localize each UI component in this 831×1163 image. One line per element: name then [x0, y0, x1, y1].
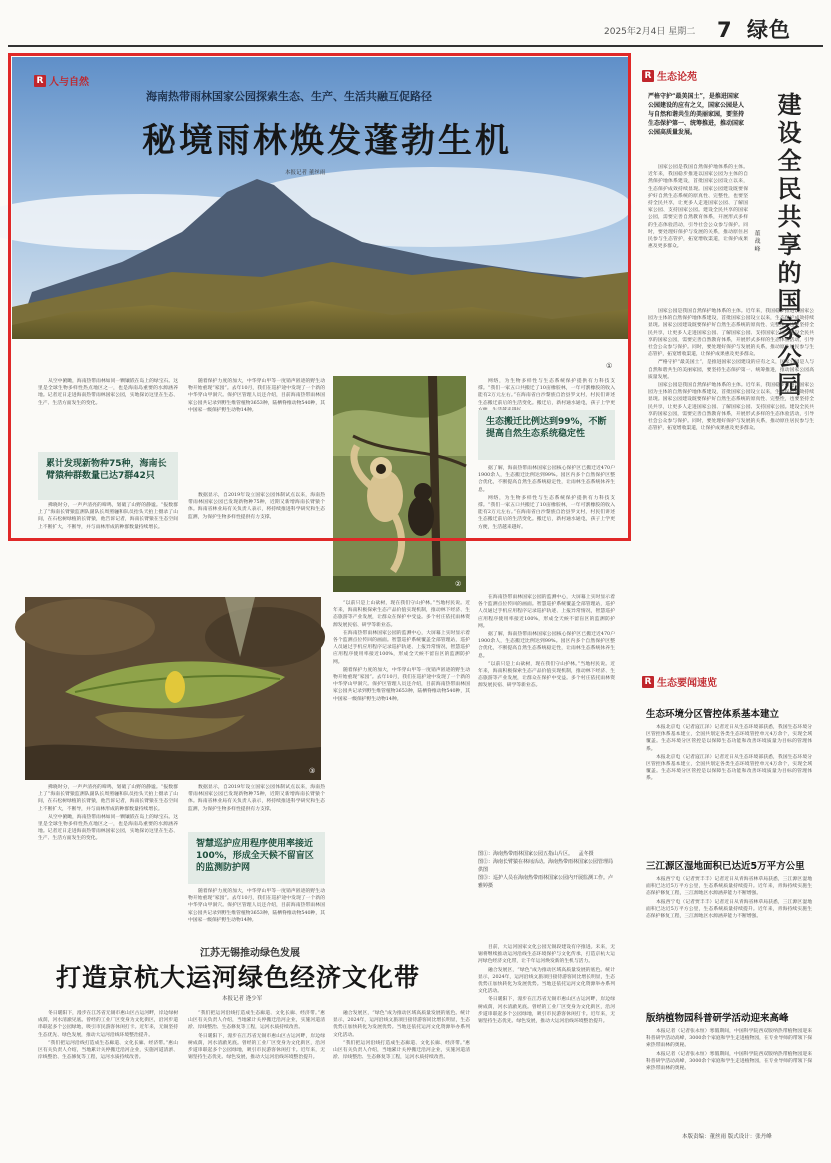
feature-subtitle: 海南热带雨林国家公园探索生态、生产、生活共融互促路径: [146, 90, 432, 103]
column-label-text: 生态要闻速览: [657, 678, 717, 689]
paragraph: 拂晓时分，一声声清亮的啼鸣，划破了山野的静谧。“报数群上了”海南长臂猿监测队副队长周照骊和队员抬头天拍上摄录了山间，在石松树绿植的长臂猿，他告诉记者，海南长臂猿在生态空间上不断扩大，不断导，并与雨林形成的种群数量持续增长。: [38, 785, 178, 812]
second-kicker: 江苏无锡推动绿色发展: [200, 948, 300, 959]
leaf-litter-image: [25, 597, 321, 780]
feature-title: 秘境雨林焕发蓬勃生机: [142, 121, 512, 161]
paragraph: “我们把运河沿线打造成生态廊道、文化长廊、经济带。”惠山区有关负责人介绍，当地累计关停搬迁沿河企业，实施河道清淤、岸线整治、生态修复等工程，运河水质持续改善。: [38, 1040, 178, 1061]
column-label-text: 生态论苑: [657, 72, 697, 83]
header-rule: [8, 45, 823, 47]
news-column-label: [642, 674, 717, 689]
paragraph: 冬日暖阳下，漫步在江苏省无锡市惠山区古运河畔，岸边绿树成荫，河水清澈见底。曾经的工业厂区变身为文化街区，沿河步道串联起多个公园绿地，吸引市民游客休闲打卡。近年来，无锡坚持生态优先、绿色发展，推动大运河沿线环境整治提升。: [188, 1033, 325, 1061]
paragraph: “以前只是上山砍树，现在我们守山护林。”当地村民说。近年来，海南积极探索生态产品价值实现机制，推动林下经济、生态旅游等产业发展，让群众在保护中受益。多个村庄依托雨林资源发展民宿、研学等新业态。: [478, 661, 615, 689]
commentary-body-2: [648, 308, 814, 662]
feature-text-col1c: [38, 784, 178, 924]
paragraph: 随着保护力度的加大，中华穿山甲等一度销声匿迹的野生动物开始重现“家园”。去年10月，我们在巡护途中发现了一个新的中华穿山甲洞穴。保护区管理人员还介绍，目前海南热带雨林国家公园共记录到野生维管植物3653种，陆栖脊椎动物540种，其中国家一级保护野生动物14种。: [188, 889, 325, 923]
paragraph: 据了解，海南热带雨林国家公园核心保护区已搬迁近470户1900余人，生态搬迁比例达到99%。园区内多个自然保护区整合优化，不断提高自然生态系统稳定性，让雨林生态系统休养生息。: [478, 632, 615, 659]
callout-new-species: 累计发现新物种75种，海南长臂猿种群数量已达7群42只: [38, 452, 178, 500]
second-text-col3: [333, 1010, 470, 1142]
page-credits: 本版责编：董丝雨 版式设计：张丹峰: [682, 1134, 772, 1140]
news-item-3-body: [646, 1028, 812, 1124]
photo-captions: [478, 850, 615, 890]
page-number: [717, 14, 791, 44]
commentary-title: 建设全民共享的国家公园: [773, 92, 801, 400]
paragraph: 数据显示，自2019年设立国家公园体制试点以来，海南热带雨林国家公园已发现新物种75种，近期又新增海南长臂猿个体。海南省林业局有关负责人表示，将持续推进科学研究和生态监测，为保护生物多样性提供有力支撑。: [188, 785, 325, 812]
commentary-body: [648, 164, 748, 304]
paragraph: “我们把运河沿线打造成生态廊道、文化长廊、经济带。”惠山区有关负责人介绍，当地累计关停搬迁沿河企业，实施河道清淤、岸线整治、生态修复等工程，运河水质持续改善。: [188, 1011, 325, 1031]
caption-1-text: 图①：海南热带雨林国家公园五指山片区。: [478, 851, 574, 857]
caption-1-credit: 孟冬摄: [578, 851, 594, 857]
second-text-col1: [38, 1010, 178, 1142]
news-item-1-title: 生态环境分区管控体系基本建立: [646, 709, 780, 720]
photo-marker: ①: [606, 362, 613, 370]
paragraph: 国家公园是我国自然保护地体系的主体。近年来，我国稳步推进以国家公园为主体的自然保护地体系建设，首批国家公园设立以来，生态保护成效持续显现。国家公园建设既要保护好自然生态系统的原真性、完整性，也要坚持全民共享，让更多人走进国家公园、了解国家公园、支持国家公园。建设全民共享的国家公园，需要完善自然教育体系，开展形式多样的生态体验活动，引导社会公众参与保护。同时，要处理好保护与发展的关系，推动原住居民参与生态管护，拓宽增收渠道，让保护成果惠及更多群众。: [648, 383, 814, 432]
paragraph: 数据显示，自2019年设立国家公园体制试点以来，海南热带雨林国家公园已发现新物种75种，近期又新增海南长臂猿个体。海南省林业局有关负责人表示，将持续推进科学研究和生态监测，为保护生物多样性提供有力支撑。: [188, 493, 325, 520]
callout-smart-patrol: 智慧巡护应用程序使用率接近100%，形成全天候不留盲区的监测防护网: [188, 832, 325, 884]
paragraph: 在海南热带雨林国家公园的监测中心，大屏幕上实时显示着各个监测点位传回的画面。智慧巡护系统覆盖全部管理站，巡护人员通过手机应用程序记录巡护轨迹、上报异常情况，智慧巡护应用程序使用率接近100%，形成全天候不留盲区的监测防护网。: [478, 595, 615, 629]
paragraph: 本报北京电（记者寇江泽）记者近日从生态环境部获悉，我国生态环境分区管控体系基本建立，全国共划定各类生态环境管控单元4万余个，实现全域覆盖。生态环境分区管控是以保障生态功能和改善环境质量为目标的管理体系。: [646, 725, 812, 752]
page-number-value: 7: [717, 18, 733, 42]
paragraph: 严格守护“最美国土”，是推进国家公园建设的应有之义，国家公园是人与自然和谐共生的美丽家园，要坚持生态保护第一、统筹推进，推动国家公园高质量发展。: [648, 360, 814, 380]
column-badge: R: [642, 676, 654, 688]
patrol-photo: [25, 597, 321, 780]
paragraph: 本报西宁电（记者贾丰丰）记者近日从青海省林草局获悉，三江源区湿地面积已达近5万平方公里，生态系统质量持续提升。近年来，青海持续实施生态保护修复工程，三江源地区水源涵养能力不断增强。: [646, 877, 812, 897]
issue-date: 2025年2月4日 星期二: [604, 27, 696, 37]
second-text-col4: [478, 944, 615, 1142]
paragraph: “以前只是上山砍树，现在我们守山护林。”当地村民说。近年来，海南积极探索生态产品价值实现机制，推动林下经济、生态旅游等产业发展，让群众在保护中受益。多个村庄依托雨林资源发展民宿、研学等新业态。: [333, 601, 470, 628]
section-name: 绿色: [746, 18, 791, 42]
paragraph: 本报记者（记者张永恒）寒假期间，中国科学院西双版纳热带植物园迎来科普研学活动高峰，3000余个家庭和学生走进植物园，在专业导师的带领下探索热带雨林的奥秘。: [646, 1029, 812, 1049]
photo-marker-3: ③: [309, 767, 316, 775]
paragraph: 随着保护力度的加大，中华穿山甲等一度销声匿迹的野生动物开始重现“家园”。去年10月，我们在巡护途中发现了一个新的中华穿山甲洞穴。保护区管理人员还介绍，目前海南热带雨林国家公园共记录到野生维管植物3653种，陆栖脊椎动物540种，其中国家一级保护野生动物14种。: [188, 379, 325, 413]
news-item-2-body: [646, 876, 812, 996]
second-title: 打造京杭大运河绿色经济文化带: [56, 963, 421, 992]
news-item-3-title: 版纳植物园科普研学活动迎来高峰: [646, 1013, 789, 1024]
column-badge: R: [642, 70, 654, 82]
commentary-author: 董 战 峰: [753, 230, 760, 252]
paragraph: 据了解，海南热带雨林国家公园核心保护区已搬迁近470户1900余人，生态搬迁比例达到99%。园区内多个自然保护区整合优化，不断提高自然生态系统稳定性，让雨林生态系统休养生息。: [478, 466, 615, 493]
caption-2: 图②：海南长臂猿在林间活动。海南热带雨林国家公园管理局供图: [478, 859, 614, 873]
commentary-intro: 严格守护“最美国土”，是推进国家公园建设的应有之义，国家公园是人与自然和谐共生的美丽家园，要坚持生态保护第一、统筹推进，推动国家公园高质量发展。: [648, 93, 745, 136]
feature-byline: 本报记者 董丝雨: [285, 170, 326, 176]
column-badge: R: [34, 75, 46, 87]
feature-text-col4: [333, 600, 470, 924]
callout-relocation: 生态搬迁比例达到99%，不断提高自然生态系统稳定性: [478, 410, 615, 460]
news-item-2-title: 三江源区湿地面积已达近5万平方公里: [646, 861, 805, 872]
paragraph: 冬日暖阳下，漫步在江苏省无锡市惠山区古运河畔，岸边绿树成荫，河水清澈见底。曾经的工业厂区变身为文化街区，沿河步道串联起多个公园绿地，吸引市民游客休闲打卡。近年来，无锡坚持生态优先、绿色发展，推动大运河沿线环境整治提升。: [478, 997, 615, 1025]
feature-text-col5: [478, 594, 615, 844]
caption-1: [478, 850, 615, 858]
news-item-1-body: [646, 724, 812, 844]
paragraph: 本报西宁电（记者贾丰丰）记者近日从青海省林草局获悉，三江源区湿地面积已达近5万平方公里，生态系统质量持续提升。近年来，青海持续实施生态保护修复工程，三江源地区水源涵养能力不断增强。: [646, 899, 812, 920]
highlight-frame: [8, 53, 631, 541]
caption-3: 图③：巡护人员在海南热带雨林国家公园内开展监测工作。卢雅婷摄: [478, 875, 614, 889]
paragraph: 国家公园是我国自然保护地体系的主体。近年来，我国稳步推进以国家公园为主体的自然保护地体系建设，首批国家公园设立以来，生态保护成效持续显现。国家公园建设既要保护好自然生态系统的原真性、完整性，也要坚持全民共享，让更多人走进国家公园、了解国家公园、支持国家公园。建设全民共享的国家公园，需要完善自然教育体系，开展形式多样的生态体验活动，引导社会公众参与保护。同时，要处理好保护与发展的关系，推动原住居民参与生态管护，拓宽增收渠道，让保护成果惠及更多群众。: [648, 309, 814, 358]
paragraph: 随着保护力度的加大，中华穿山甲等一度销声匿迹的野生动物开始重现“家园”。去年10月，我们在巡护途中发现了一个新的中华穿山甲洞穴。保护区管理人员还介绍，目前海南热带雨林国家公园共记录到野生维管植物3653种，陆栖脊椎动物540种，其中国家一级保护野生动物14种。: [333, 667, 470, 702]
column-label-text: 人与自然: [49, 77, 89, 88]
feature-text-col2d: [188, 888, 325, 924]
paragraph: 在海南热带雨林国家公园的监测中心，大屏幕上实时显示着各个监测点位传回的画面。智慧巡护系统覆盖全部管理站，巡护人员通过手机应用程序记录巡护轨迹、上报异常情况，智慧巡护应用程序使用率接近100%，形成全天候不留盲区的监测防护网。: [333, 630, 470, 665]
photo-marker-2: ②: [455, 580, 462, 588]
paragraph: 从空中俯瞰，海南热带雨林如同一颗镶嵌在岛上的绿宝石。这里是全球生物多样性热点地区之一，也是海南岛重要的水源涵养地。记者近日走进海南热带雨林国家公园，实地探访这里在生态、生产、生活方面发生的变化。: [38, 379, 178, 406]
paragraph: 融合发展区，“绿色”成为推动区域高质量发展的底色。统计显示，2024年，运河沿线文旅项目接待游客同比增长明显，生态优势正加快转化为发展优势。当地还依托运河文化资源举办系列文化活动。: [333, 1011, 470, 1038]
second-text-col2: [188, 1010, 325, 1142]
second-byline: 本报记者 逄少军: [222, 996, 263, 1002]
paragraph: 本报记者（记者张永恒）寒假期间，中国科学院西双版纳热带植物园迎来科普研学活动高峰，3000余个家庭和学生走进植物园，在专业导师的带领下探索热带雨林的奥秘。: [646, 1051, 812, 1072]
paragraph: 从空中俯瞰，海南热带雨林如同一颗镶嵌在岛上的绿宝石。这里是全球生物多样性热点地区之一，也是海南岛重要的水源涵养地。记者近日走进海南热带雨林国家公园，实地探访这里在生态、生产、生活方面发生的变化。: [38, 814, 178, 842]
feature-text-col2c: [188, 784, 325, 824]
paragraph: 网络，为生物多样性与生态系统保护提供有力科技支撑。“我们一家五口共搬迁了10亩橡胶林，一年可割橡胶的收入能有2万元左右。”在海南省白沙黎族自治县罗文村，村民们讲述生态搬迁前后的生活变化。搬迁后，新村通水通电，孩子上学更方便，生活越来越好。: [478, 495, 615, 530]
paragraph: “我们把运河沿线打造成生态廊道、文化长廊、经济带。”惠山区有关负责人介绍，当地累计关停搬迁沿河企业，实施河道清淤、岸线整治、生态修复等工程，运河水质持续改善。: [333, 1040, 470, 1061]
paragraph: 网络，为生物多样性与生态系统保护提供有力科技支撑。“我们一家五口共搬迁了10亩橡胶林，一年可割橡胶的收入能有2万元左右。”在海南省白沙黎族自治县罗文村，村民们讲述生态搬迁前后的生活变化。搬迁后，新村通水通电，孩子上学更: [478, 379, 615, 406]
paragraph: 拂晓时分，一声声清亮的啼鸣，划破了山野的静谧。“报数群上了”海南长臂猿监测队副队长周照骊和队员抬头天拍上摄录了山间，在石松树绿植的长臂猿，他告诉记者，海南长臂猿在生态空间上不断扩大，不断导，并与雨林形成的种群数量持续增长。: [38, 503, 178, 530]
paragraph: 冬日暖阳下，漫步在江苏省无锡市惠山区古运河畔，岸边绿树成荫，河水清澈见底。曾经的工业厂区变身为文化街区，沿河步道串联起多个公园绿地，吸引市民游客休闲打卡。近年来，无锡坚持生态优先、绿色发展，推动大运河沿线环境整治提升。: [38, 1011, 178, 1038]
paragraph: 本报北京电（记者寇江泽）记者近日从生态环境部获悉，我国生态环境分区管控体系基本建立，全国共划定各类生态环境管控单元4万余个，实现全域覆盖。生态环境分区管控是以保障生态功能和改善环境质量为目标的管理体系。: [646, 754, 812, 782]
paragraph: 目前，大运河国家文化公园无锡段建设有序推进。未来，无锡将继续推动运河沿线生态环境保护与文化传承，打造京杭大运河绿色经济文化带，让千年运河焕发新的生机与活力。: [478, 945, 615, 965]
commentary-column-label: [642, 68, 697, 83]
paragraph: 融合发展区，“绿色”成为推动区域高质量发展的底色。统计显示，2024年，运河沿线文旅项目接待游客同比增长明显，生态优势正加快转化为发展优势。当地还依托运河文化资源举办系列文化活动。: [478, 967, 615, 995]
paragraph: 国家公园是我国自然保护地体系的主体。近年来，我国稳步推进以国家公园为主体的自然保护地体系建设，首批国家公园设立以来，生态保护成效持续显现。国家公园建设既要保护好自然生态系统的原真性、完整性，也要坚持全民共享，让更多人走进国家公园、了解国家公园、支持国家公园。建设全民共享的国家公园，需要完善自然教育体系，开展形式多样的生态体验活动，引导社会公众参与保护。同时，要处理好保护与发展的关系，推动原住居民参与生态管护，拓宽增收渠道，让保护成果惠及更多群众。: [648, 165, 748, 250]
